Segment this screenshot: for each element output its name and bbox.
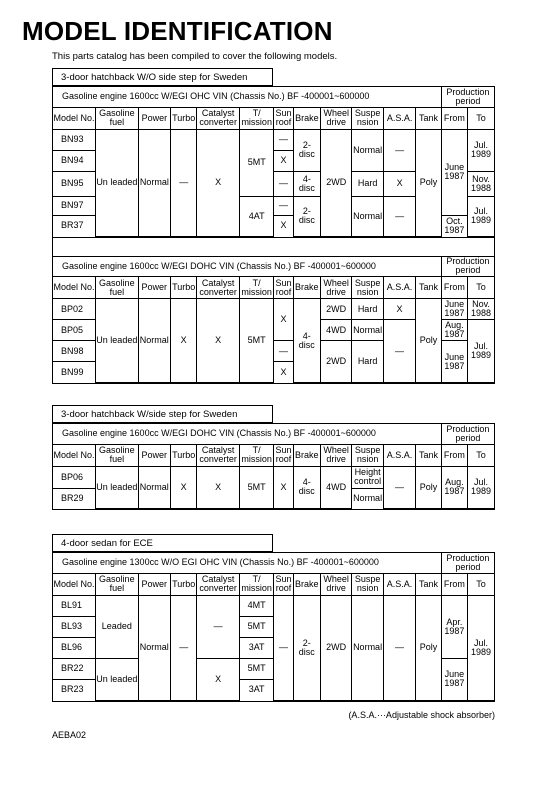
model-cell: BP02 (53, 299, 96, 320)
turbo-cell: — (171, 129, 197, 236)
header-asa: A.S.A. (383, 573, 415, 595)
header-catalyst: Catalyst converter (197, 444, 240, 466)
header-production: Production period (441, 257, 494, 277)
model-cell: BL93 (53, 616, 96, 637)
to-cell: Nov. 1988 (468, 171, 494, 196)
header-from: From (441, 107, 467, 129)
header-tank: Tank (416, 573, 441, 595)
model-cell: BR22 (53, 658, 96, 679)
model-cell: BP05 (53, 320, 96, 341)
fuel-cell: Un leaded (96, 299, 139, 383)
mission-cell: 3AT (239, 679, 273, 700)
from-cell: June 1987 (441, 129, 467, 215)
header-suspension: Suspe nsion (352, 573, 383, 595)
header-fuel: Gasoline fuel (96, 277, 139, 299)
brake-cell: 4- disc (293, 466, 320, 508)
fuel-cell: Un leaded (96, 129, 139, 236)
header-mission: T/ mission (241, 445, 272, 464)
section-hatchback-wo-step (52, 86, 495, 384)
header-to: To (468, 573, 494, 595)
to-cell: Jul. 1989 (468, 466, 494, 508)
suspension-cell: Normal (352, 320, 383, 341)
section-tag-hatchback-w-step: 3-door hatchback W/side step for Sweden (52, 405, 273, 423)
header-mission: T/ mission (241, 108, 272, 127)
engine-header: Gasoline engine 1300cc W/O EGI OHC VIN (Chassis No.) BF -400001~600000 (53, 553, 441, 573)
header-asa: A.S.A. (383, 107, 415, 129)
header-brake: Brake (293, 107, 320, 129)
header-model: Model No. (53, 573, 96, 595)
suspension-cell: Height control (352, 466, 383, 488)
header-power: Power (138, 444, 170, 466)
header-wheel: Wheel drive (320, 573, 351, 595)
spec-table-1600-dohc-step (53, 424, 494, 509)
turbo-cell: X (171, 466, 197, 508)
header-suspension: Suspe nsion (352, 277, 383, 299)
asa-cell: — (383, 196, 415, 236)
header-from: From (441, 573, 467, 595)
model-cell: BN97 (53, 196, 96, 215)
header-model: Model No. (53, 107, 96, 129)
header-model: Model No. (53, 444, 96, 466)
brake-cell: 4- disc (293, 171, 320, 196)
brake-cell: 2- disc (293, 129, 320, 171)
header-tank: Tank (416, 444, 441, 466)
model-cell: BN95 (53, 171, 96, 196)
sunroof-cell: X (274, 150, 293, 171)
header-from: From (441, 277, 467, 299)
to-cell: Jul. 1989 (468, 320, 494, 383)
from-cell: Aug. 1987 (441, 466, 467, 508)
header-turbo: Turbo (171, 277, 197, 299)
turbo-cell: X (171, 299, 197, 383)
header-fuel: Gasoline fuel (96, 444, 139, 466)
model-cell: BR23 (53, 679, 96, 700)
power-cell: Normal (138, 129, 170, 236)
sunroof-cell: X (274, 466, 293, 508)
engine-header: Gasoline engine 1600cc W/EGI OHC VIN (Chassis No.) BF -400001~600000 (53, 87, 441, 107)
model-cell: BN94 (53, 150, 96, 171)
header-mission: T/ mission (241, 277, 272, 297)
header-tank: Tank (416, 277, 441, 299)
wheel-cell: 2WD (321, 129, 352, 236)
section-tag-hatchback-wo-step: 3-door hatchback W/O side step for Sweden (52, 68, 273, 86)
catalyst-cell: X (197, 129, 240, 236)
engine-header: Gasoline engine 1600cc W/EGI DOHC VIN (Chassis No.) BF -400001~600000 (53, 424, 441, 444)
header-brake: Brake (293, 444, 320, 466)
asa-cell: — (383, 129, 415, 171)
fuel-cell: Un leaded (96, 658, 139, 700)
catalyst-cell: X (197, 299, 240, 383)
header-fuel: Gasoline fuel (96, 573, 139, 595)
wheel-cell: 2WD (320, 341, 351, 383)
suspension-cell: Hard (352, 299, 383, 320)
header-to: To (468, 107, 494, 129)
catalyst-cell: X (197, 658, 240, 700)
section-sedan-ece (52, 552, 495, 702)
header-production: Production period (441, 424, 494, 444)
brake-cell: 2- disc (293, 595, 320, 700)
sunroof-cell: — (274, 129, 293, 150)
model-cell: BL91 (53, 595, 96, 616)
wheel-cell: 4WD (320, 466, 351, 508)
header-wheel: Wheel drive (320, 277, 351, 299)
wheel-cell: 2WD (320, 595, 351, 700)
brake-cell: 4- disc (293, 299, 320, 383)
fuel-cell: Un leaded (96, 466, 139, 508)
power-cell: Normal (138, 595, 170, 700)
from-cell: Apr. 1987 (441, 595, 467, 658)
spec-table-1600-dohc (53, 257, 494, 384)
mission-cell: 4MT (239, 595, 273, 616)
from-cell: June 1987 (441, 658, 467, 700)
tank-cell: Poly (416, 129, 441, 236)
header-sunroof: Sun roof (275, 574, 292, 593)
header-brake: Brake (293, 573, 320, 595)
power-cell: Normal (138, 299, 170, 383)
header-mission: T/ mission (241, 574, 272, 593)
header-power: Power (138, 573, 170, 595)
from-cell: June 1987 (441, 341, 467, 383)
header-suspension: Suspe nsion (352, 444, 383, 466)
model-cell: BL96 (53, 637, 96, 658)
model-cell: BP06 (53, 466, 96, 488)
mission-cell: 5MT (239, 616, 273, 637)
header-model: Model No. (53, 277, 96, 299)
header-catalyst: Catalyst converter (197, 573, 240, 595)
header-turbo: Turbo (171, 107, 197, 129)
turbo-cell: — (171, 595, 197, 700)
model-cell: BN98 (53, 341, 96, 362)
section-hatchback-w-step (52, 423, 495, 510)
header-asa: A.S.A. (383, 444, 415, 466)
brake-cell: 2- disc (293, 196, 320, 236)
header-turbo: Turbo (171, 573, 197, 595)
model-cell: BR37 (53, 215, 96, 236)
tank-cell: Poly (416, 466, 441, 508)
to-cell: Nov. 1988 (468, 299, 494, 320)
spec-table-1300-ohc (53, 553, 494, 701)
from-cell: Oct. 1987 (441, 215, 467, 236)
from-cell: Aug. 1987 (441, 320, 467, 341)
sunroof-cell: X (274, 215, 293, 236)
fuel-cell: Leaded (96, 595, 139, 658)
header-catalyst: Catalyst converter (197, 107, 240, 129)
sunroof-cell: X (274, 299, 293, 341)
asa-cell: — (383, 466, 415, 508)
sunroof-cell: — (274, 171, 293, 196)
to-cell: Jul. 1989 (468, 129, 494, 171)
mission-cell: 3AT (239, 637, 273, 658)
asa-cell: — (383, 320, 415, 383)
sunroof-cell: — (274, 341, 293, 362)
engine-header: Gasoline engine 1600cc W/EGI DOHC VIN (Chassis No.) BF -400001~600000 (53, 257, 441, 277)
wheel-cell: 4WD (320, 320, 351, 341)
header-sunroof: Sun roof (275, 277, 292, 297)
suspension-cell: Normal (352, 129, 383, 171)
header-wheel: Wheel drive (320, 444, 351, 466)
mission-cell: 5MT (239, 299, 273, 383)
header-production: Production period (441, 553, 494, 573)
header-wheel: Wheel drive (321, 107, 352, 129)
asa-cell: X (383, 299, 415, 320)
mission-cell: 4AT (239, 196, 273, 236)
header-from: From (441, 444, 467, 466)
catalog-code: AEBA02 (52, 730, 87, 740)
suspension-cell: Normal (352, 488, 383, 508)
sunroof-cell: — (274, 196, 293, 215)
header-sunroof: Sun roof (275, 445, 292, 464)
intro-text: This parts catalog has been compiled to cover the following models. (52, 51, 338, 62)
header-brake: Brake (293, 277, 320, 299)
header-to: To (468, 277, 494, 299)
sunroof-cell: X (274, 362, 293, 383)
sunroof-cell: — (274, 595, 293, 700)
header-tank: Tank (416, 107, 441, 129)
mission-cell: 5MT (239, 129, 273, 196)
asa-cell: X (383, 171, 415, 196)
power-cell: Normal (138, 466, 170, 508)
header-production: Production period (441, 87, 494, 107)
suspension-cell: Normal (352, 196, 383, 236)
model-cell: BN93 (53, 129, 96, 150)
catalyst-cell: X (197, 466, 240, 508)
asa-footnote: (A.S.A.···Adjustable shock absorber) (348, 710, 495, 720)
suspension-cell: Hard (352, 341, 383, 383)
header-power: Power (138, 277, 170, 299)
mission-cell: 5MT (239, 658, 273, 679)
header-turbo: Turbo (171, 444, 197, 466)
header-catalyst: Catalyst converter (197, 277, 240, 299)
header-power: Power (138, 107, 170, 129)
mission-cell: 5MT (239, 466, 273, 508)
tank-cell: Poly (416, 595, 441, 700)
to-cell: Jul. 1989 (468, 196, 494, 236)
table-gap (53, 237, 494, 257)
from-cell: June 1987 (441, 299, 467, 320)
wheel-cell: 2WD (320, 299, 351, 320)
to-cell: Jul. 1989 (468, 595, 494, 700)
asa-cell: — (383, 595, 415, 700)
catalyst-cell: — (197, 595, 240, 658)
suspension-cell: Normal (352, 595, 383, 700)
tank-cell: Poly (416, 299, 441, 383)
page-title: MODEL IDENTIFICATION (22, 16, 333, 46)
section-tag-sedan-ece: 4-door sedan for ECE (52, 534, 273, 552)
model-cell: BN99 (53, 362, 96, 383)
header-sunroof: Sun roof (275, 108, 292, 127)
header-suspension: Suspe nsion (352, 107, 383, 129)
header-to: To (468, 444, 494, 466)
suspension-cell: Hard (352, 171, 383, 196)
spec-table-1600-ohc (53, 87, 494, 237)
header-fuel: Gasoline fuel (96, 107, 139, 129)
model-cell: BR29 (53, 488, 96, 508)
header-asa: A.S.A. (383, 277, 415, 299)
